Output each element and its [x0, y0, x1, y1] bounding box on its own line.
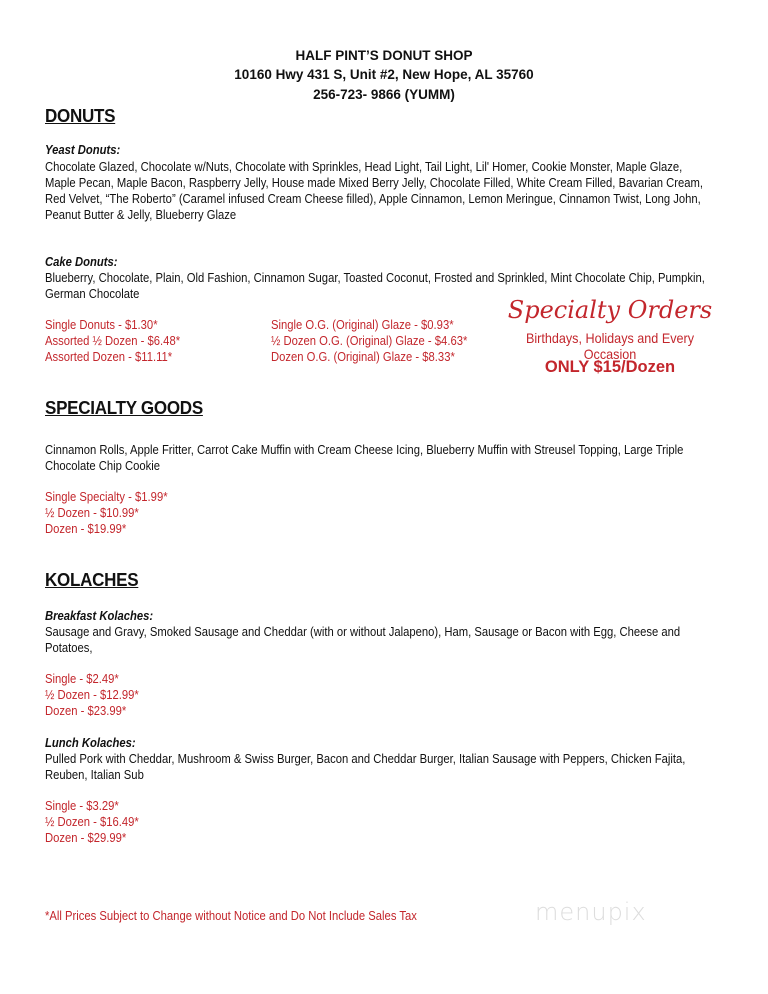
price-line: ½ Dozen - $12.99*	[45, 688, 139, 702]
lunch-kolaches-list: Pulled Pork with Cheddar, Mushroom & Swiss Burger, Bacon and Cheddar Burger, Italian Sausage with Peppers, Chicken Fajita, Reuben, Italian Sub	[45, 752, 686, 782]
lunch-kolaches-prices	[45, 798, 139, 846]
yeast-donuts-list: Chocolate Glazed, Chocolate w/Nuts, Chocolate with Sprinkles, Head Light, Tail Light, Lil' Homer, Cookie Monster, Maple Glaze, Maple Pecan, Maple Bacon, Raspberry Jelly, House made Mixed Berry Jelly, Chocolate Filled, White Cream Filled, Bavarian Cream, Red Velvet, “The Roberto” (Caramel infused Cream Cheese filled), Apple Cinnamon, Lemon Meringue, Cinnamon Twist, Long John, Peanut Butter & Jelly, Blueberry Glaze	[45, 160, 703, 222]
kolaches-heading: KOLACHES	[45, 569, 139, 590]
price-line: ½ Dozen - $10.99*	[45, 506, 139, 520]
specialty-orders-offer: ONLY $15/Dozen	[544, 358, 676, 376]
price-line: Assorted Dozen - $11.11*	[45, 350, 173, 364]
specialty-orders-subtitle: Birthdays, Holidays and Every Occasion	[525, 330, 695, 362]
yeast-donuts-label: Yeast Donuts:	[45, 143, 121, 157]
price-line: Single - $3.29*	[45, 799, 119, 813]
price-line: Single - $2.49*	[45, 672, 119, 686]
price-line: ½ Dozen O.G. (Original) Glaze - $4.63*	[271, 334, 468, 348]
price-line: Dozen - $19.99*	[45, 522, 127, 536]
specialty-goods-heading: SPECIALTY GOODS	[45, 397, 203, 418]
price-line: Dozen - $29.99*	[45, 831, 127, 845]
price-line: Dozen O.G. (Original) Glaze - $8.33*	[271, 350, 455, 364]
donut-prices-col2	[271, 317, 467, 365]
price-line: Assorted ½ Dozen - $6.48*	[45, 334, 181, 348]
price-line: Single Specialty - $1.99*	[45, 490, 168, 504]
price-disclaimer: *All Prices Subject to Change without Notice and Do Not Include Sales Tax	[45, 909, 417, 923]
price-line: ½ Dozen - $16.49*	[45, 815, 139, 829]
breakfast-kolaches-label: Breakfast Kolaches:	[45, 609, 154, 623]
breakfast-kolaches-prices	[45, 671, 139, 719]
price-line: Dozen - $23.99*	[45, 704, 127, 718]
shop-address: 10160 Hwy 431 S, Unit #2, New Hope, AL 35760	[234, 67, 534, 82]
price-line: Single O.G. (Original) Glaze - $0.93*	[271, 318, 454, 332]
price-line: Single Donuts - $1.30*	[45, 318, 158, 332]
donuts-heading: DONUTS	[45, 105, 116, 126]
donut-prices-col1	[45, 317, 180, 365]
cake-donuts-list: Blueberry, Chocolate, Plain, Old Fashion, Cinnamon Sugar, Toasted Coconut, Frosted and Sprinkled, Mint Chocolate Chip, Pumpkin, German Chocolate	[45, 271, 705, 301]
shop-name: HALF PINT’S DONUT SHOP	[295, 48, 473, 63]
menupix-watermark: menupix	[535, 898, 647, 926]
cake-donuts-label: Cake Donuts:	[45, 255, 118, 269]
specialty-orders-title: Specialty Orders	[507, 296, 713, 324]
specialty-goods-list: Cinnamon Rolls, Apple Fritter, Carrot Cake Muffin with Cream Cheese Icing, Blueberry Muffin with Streusel Topping, Large Triple Chocolate Chip Cookie	[45, 443, 684, 473]
shop-phone: 256-723- 9866 (YUMM)	[313, 87, 455, 102]
specialty-goods-prices	[45, 489, 168, 537]
breakfast-kolaches-list: Sausage and Gravy, Smoked Sausage and Cheddar (with or without Jalapeno), Ham, Sausage or Bacon with Egg, Cheese and Potatoes,	[45, 625, 681, 655]
lunch-kolaches-label: Lunch Kolaches:	[45, 736, 136, 750]
